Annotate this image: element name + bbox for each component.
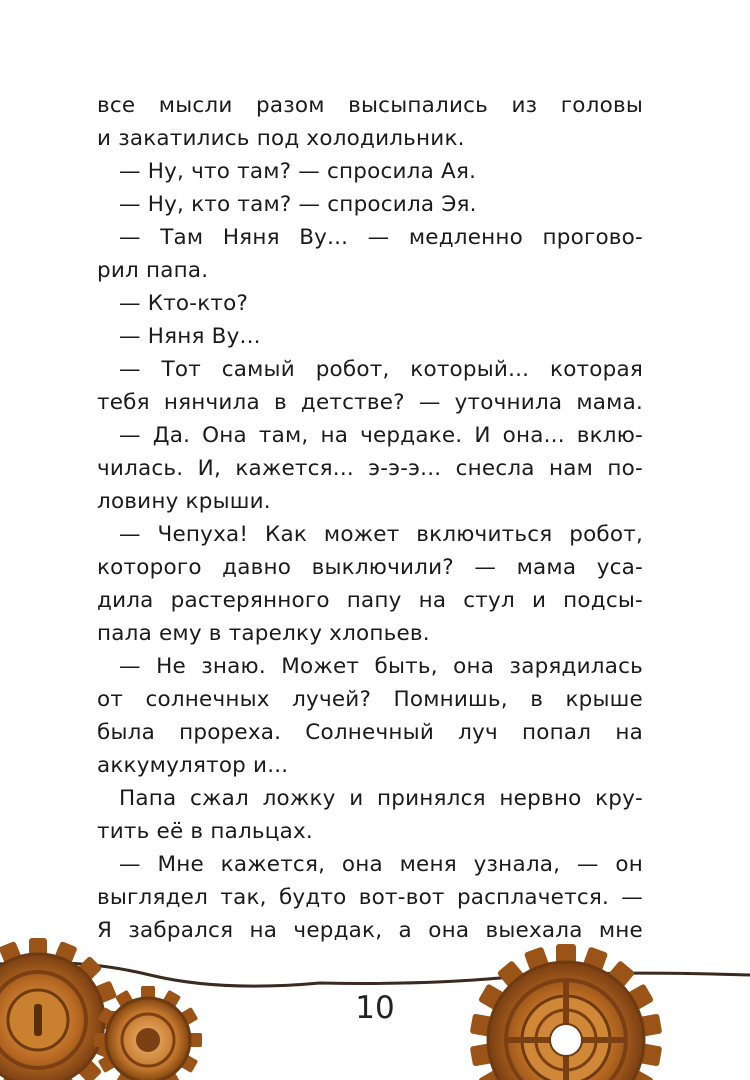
text-line: — Тот самый робот, который... которая — [119, 357, 643, 382]
text-line: которого давно выключили? — мама уса- — [97, 555, 643, 580]
text-line: — Ну, что там? — спросила Ая. — [119, 159, 477, 184]
text-line: — Да. Она там, на чердаке. И она... вклю- — [119, 423, 643, 448]
text-line: выглядел так, будто вот-вот расплачется. — — [97, 885, 643, 910]
text-line: была прореха. Солнечный луч попал на — [97, 720, 643, 745]
text-line: рил папа. — [97, 258, 209, 283]
text-line: дила растерянного папу на стул и подсы- — [97, 588, 643, 613]
page-number: 10 — [355, 990, 395, 1026]
text-line: от солнечных лучей? Помнишь, в крыше — [97, 687, 643, 712]
text-line: — Мне кажется, она меня узнала, — он — [119, 852, 643, 877]
text-line: — Чепуха! Как может включиться робот, — [119, 522, 643, 547]
text-line: — Там Няня Ву... — медленно прогово- — [119, 225, 643, 250]
text-line: аккумулятор и... — [97, 753, 289, 778]
text-line: и закатились под холодильник. — [97, 126, 465, 151]
text-line: пала ему в тарелку хлопьев. — [97, 621, 430, 646]
page-text — [97, 89, 643, 947]
text-line: тить её в пальцах. — [97, 819, 313, 844]
text-line: — Не знаю. Может быть, она зарядилась — [119, 654, 643, 679]
text-line: Я забрался на чердак, а она выехала мне — [97, 918, 643, 943]
text-line: все мысли разом высыпались из головы — [97, 93, 643, 118]
text-line: — Ну, кто там? — спросила Эя. — [119, 192, 477, 217]
text-line: тебя нянчила в детстве? — уточнила мама. — [97, 390, 643, 415]
text-line: чилась. И, кажется... э-э-э... снесла нам по- — [97, 456, 643, 481]
text-line: — Кто-кто? — [119, 291, 249, 316]
text-line: — Няня Ву... — [119, 324, 261, 349]
text-line: Папа сжал ложку и принялся нервно кру- — [119, 786, 643, 811]
wire-line-icon — [0, 962, 750, 986]
text-line: ловину крыши. — [97, 489, 271, 514]
